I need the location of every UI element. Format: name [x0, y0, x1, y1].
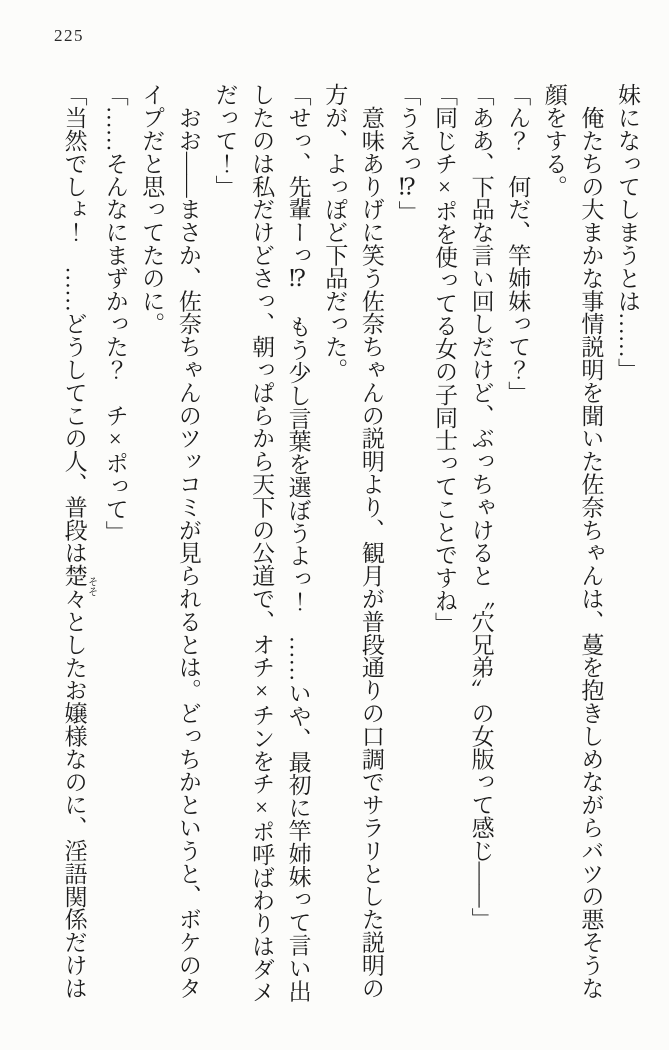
text-line: 俺たちの大まかな事情説明を聞いた佐奈ちゃんは、蔓を抱きしめながらバツの悪そうな: [578, 83, 604, 1000]
text-line: 「せっ、先輩ーっ⁉ もう少し言葉を選ぼうよっ！ ……いや、最初に竿姉妹って言い出: [285, 83, 311, 1003]
page-number: 225: [54, 26, 84, 45]
text-line: だって！」: [212, 83, 238, 198]
text-line: おお――まさか、佐奈ちゃんのツッコミが見られるとは。どっちかというと、ボケのタ: [175, 83, 201, 1000]
text-line: 「ああ、下品な言い回しだけど、ぶっちゃけると〝穴兄弟〞の女版って感じ――」: [468, 83, 494, 931]
text-line: 「ん？ 何だ、竿姉妹って？」: [505, 83, 531, 404]
text-line: 顔をする。: [541, 83, 567, 198]
text-columns: [55, 83, 645, 1005]
text-line: イプだと思ってたのに。: [139, 83, 165, 335]
text-line: 「うえっ⁉」: [395, 83, 421, 224]
text-line: 「同じチ×ポを使ってる女の子同士ってことですね」: [432, 83, 458, 635]
text-line: 妹になってしまうとは……」: [615, 83, 640, 381]
text-line: 方が、よっぽど下品だった。: [322, 83, 348, 381]
text-line: 「……そんなにまずかった？ チ×ポって」: [102, 83, 128, 544]
text-line: 「当然でしょ！ ……どうしてこの人、普段は楚々 そそとしたお嬢様なのに、淫語関係だけは: [61, 83, 97, 1000]
ruby-annotation: 楚々 そそ: [61, 563, 97, 610]
text-line: したのは私だけどさっ、朝っぱらから天下の公道で、オチ×チンをチ×ポ呼ばわりはダメ: [249, 83, 275, 1004]
text-line: 意味ありげに笑う佐奈ちゃんの説明より、観月が普段通りの口調でサラリとした説明の: [358, 83, 384, 1000]
